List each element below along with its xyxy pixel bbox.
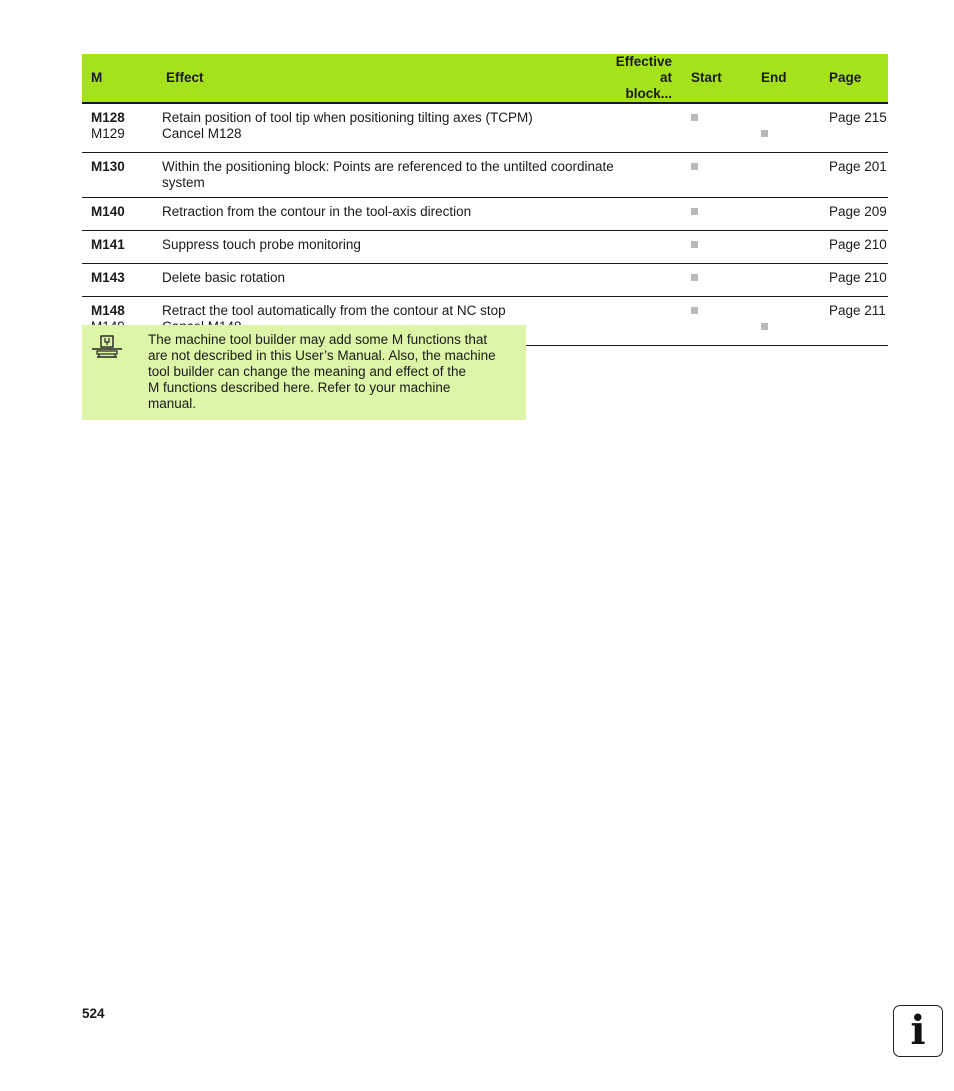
start-bullet: [691, 163, 698, 170]
start-bullet: [691, 274, 698, 281]
page-ref: Page 210: [829, 231, 888, 264]
effect-text-cancel: Cancel M128: [162, 126, 242, 141]
note-line: M functions described here. Refer to your machine: [148, 380, 451, 395]
header-page: Page: [829, 54, 888, 103]
effect-text-cont: system: [162, 175, 205, 190]
table-row: [82, 231, 888, 264]
note-line: tool builder can change the meaning and effect of the: [148, 364, 466, 379]
effect-text: Within the positioning block: Points are referenced to the untilted coordinate: [162, 159, 614, 174]
info-badge-letter: i: [910, 1007, 926, 1054]
header-effect: Effect: [162, 54, 612, 103]
effect-text: Retraction from the contour in the tool-axis direction: [162, 204, 472, 219]
header-effective-at-block: Effective at block...: [612, 54, 691, 103]
m-code: M140: [91, 204, 125, 219]
start-bullet: [691, 241, 698, 248]
effect-text: Retract the tool automatically from the contour at NC stop: [162, 303, 506, 318]
note-text: [148, 332, 518, 412]
m-functions-table: [82, 54, 888, 346]
start-bullet: [691, 114, 698, 121]
m-code: M148: [91, 303, 125, 318]
page-ref: Page 209: [829, 198, 888, 231]
table-row: [82, 198, 888, 231]
m-code: M128: [91, 110, 125, 125]
header-end: End: [761, 54, 829, 103]
table-row: [82, 153, 888, 198]
page-number: 524: [82, 1006, 105, 1021]
m-code: M141: [91, 237, 125, 252]
end-bullet: [761, 323, 768, 330]
page-ref: Page 211: [829, 297, 888, 346]
machine-builder-note: [82, 325, 526, 420]
m-code: M130: [91, 159, 125, 174]
effect-text: Retain position of tool tip when positioning tilting axes (TCPM): [162, 110, 533, 125]
effect-text: Delete basic rotation: [162, 270, 286, 285]
note-line: are not described in this User’s Manual. Also, the machine: [148, 348, 496, 363]
note-line: The machine tool builder may add some M functions that: [148, 332, 488, 347]
page-ref: Page 215: [829, 103, 888, 153]
table-row: [82, 103, 888, 153]
note-line: manual.: [148, 396, 197, 411]
page-ref: Page 201: [829, 153, 888, 198]
start-bullet: [691, 208, 698, 215]
header-m: M: [82, 54, 162, 103]
start-bullet: [691, 307, 698, 314]
table-header-row: [82, 54, 888, 103]
m-code: M143: [91, 270, 125, 285]
table-row: [82, 264, 888, 297]
m-code-cancel: M129: [91, 126, 125, 141]
end-bullet: [761, 130, 768, 137]
effect-text: Suppress touch probe monitoring: [162, 237, 361, 252]
header-start: Start: [691, 54, 761, 103]
machine-builder-icon: [90, 335, 124, 363]
info-icon: [893, 1005, 943, 1057]
page-ref: Page 210: [829, 264, 888, 297]
